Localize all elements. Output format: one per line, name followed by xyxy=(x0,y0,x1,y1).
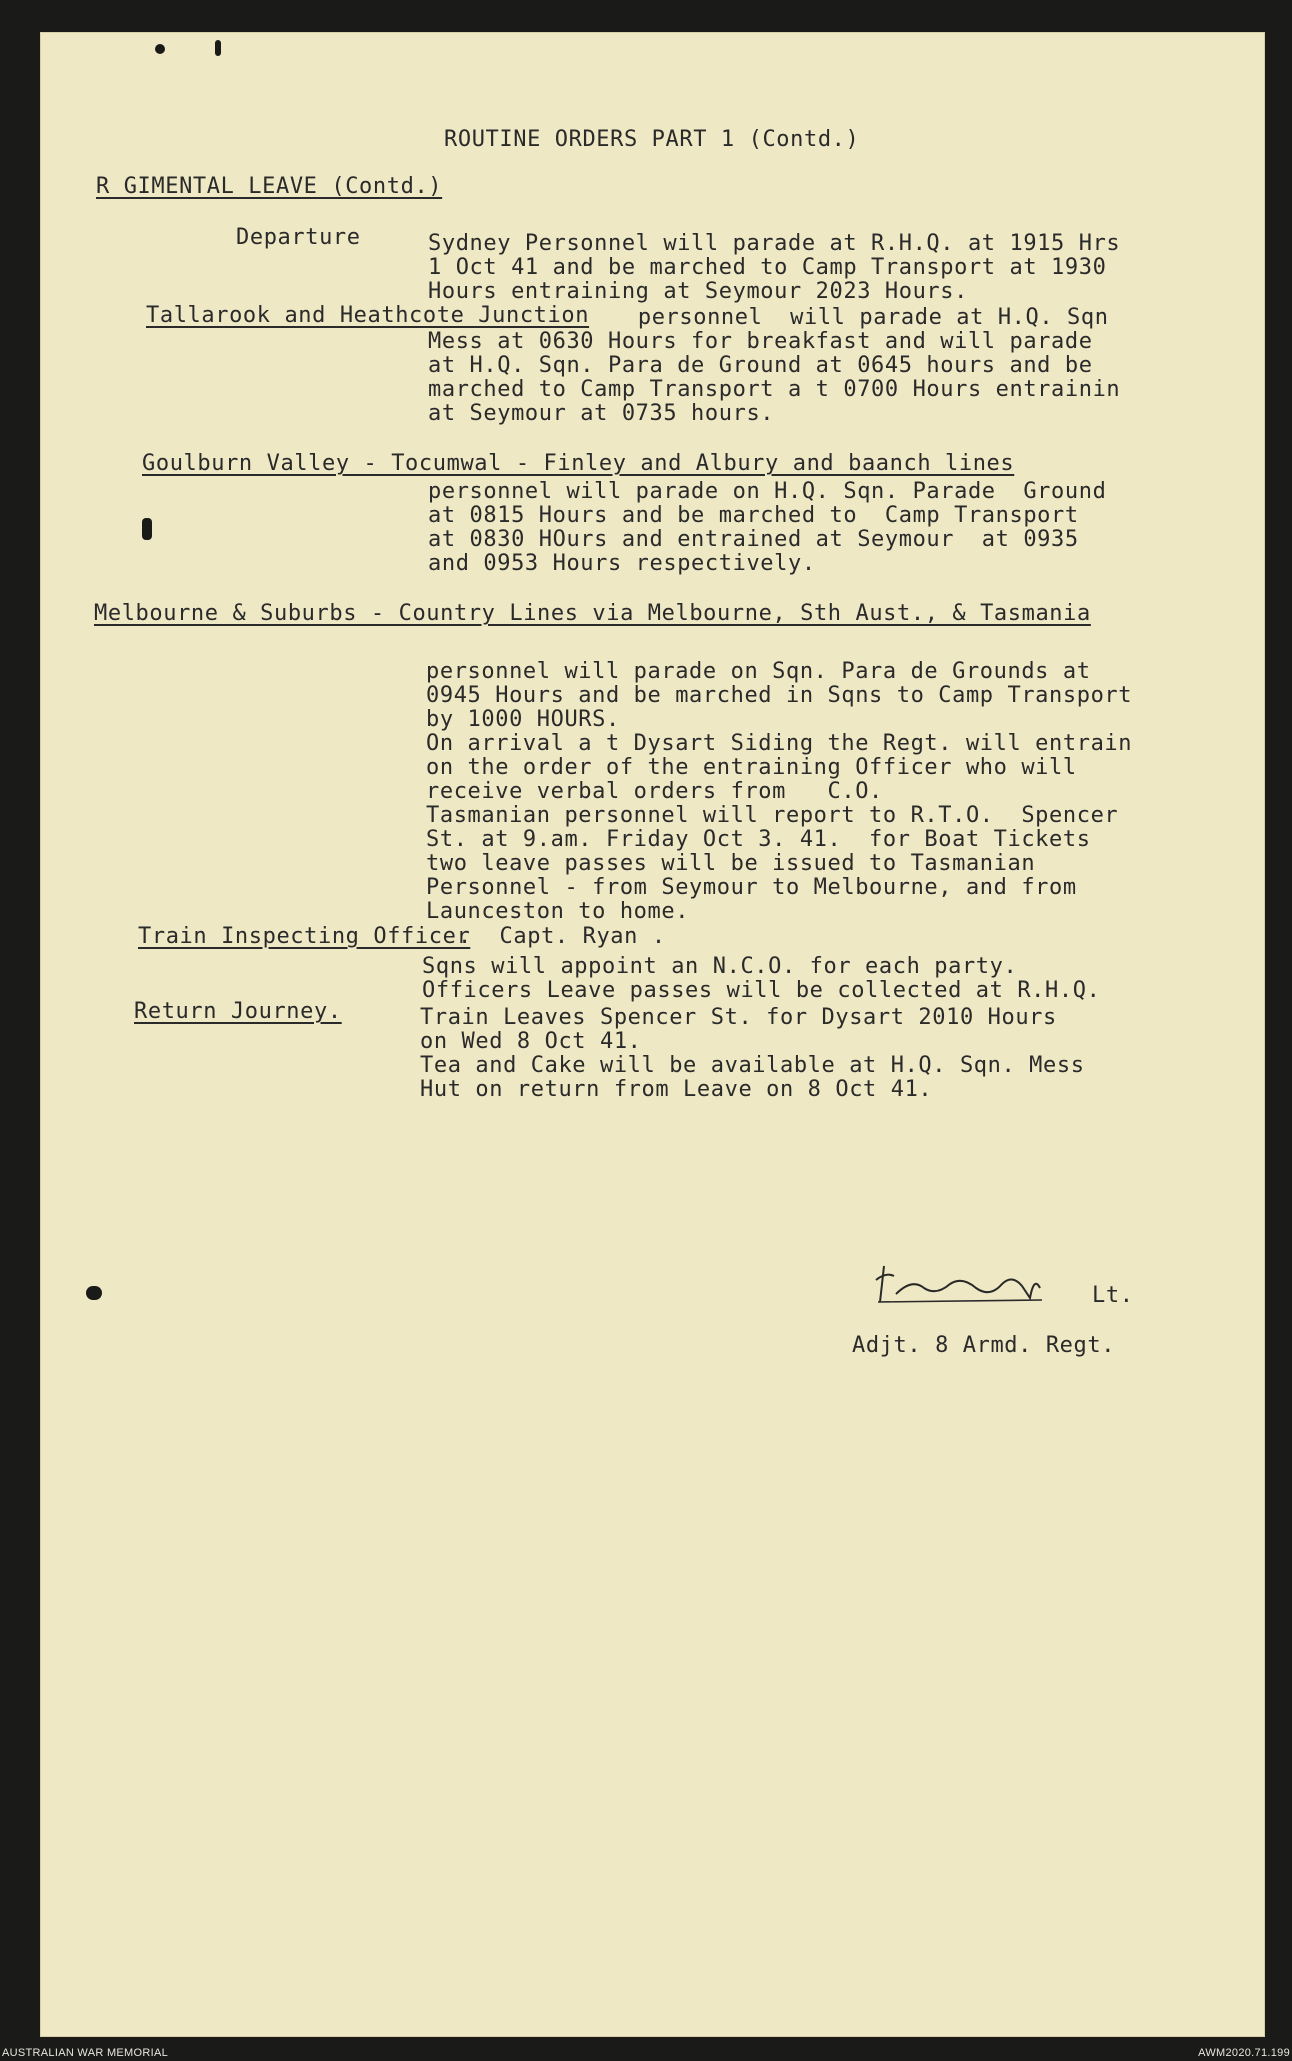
melbourne-label: Melbourne & Suburbs - Country Lines via Melbourne, Sth Aust., & Tasmania xyxy=(94,601,1091,626)
punch-hole xyxy=(155,44,165,54)
return-journey-text: Train Leaves Spencer St. for Dysart 2010 Hours on Wed 8 Oct 41. Tea and Cake will be available at H.Q. Sqn. Mess Hut on return from Leave on 8 Oct 41. xyxy=(420,1005,1085,1102)
tallarook-text-first: personnel will parade at H.Q. Sqn xyxy=(624,305,1109,330)
signatory-title: Adjt. 8 Armd. Regt. xyxy=(852,1333,1116,1358)
sqns-text: Sqns will appoint an N.C.O. for each party. Officers Leave passes will be collected at R.H.Q. xyxy=(422,954,1101,1003)
punch-hole xyxy=(142,518,152,540)
signatory-rank: Lt. xyxy=(1092,1283,1134,1308)
tallarook-text: Mess at 0630 Hours for breakfast and will parade at H.Q. Sqn. Para de Ground at 0645 hours and be marched to Camp Transport a t 0700 Hours entrainin at Seymour at 0735 hours. xyxy=(428,329,1121,426)
tallarook-label: Tallarook and Heathcote Junction xyxy=(146,303,590,328)
document-heading: ROUTINE ORDERS PART 1 (Contd.) xyxy=(444,127,860,152)
train-officer-label: Train Inspecting Officer xyxy=(138,924,471,949)
footer-credit: AUSTRALIAN WAR MEMORIAL xyxy=(2,2047,169,2059)
punch-hole xyxy=(86,1286,102,1300)
departure-text: Sydney Personnel will parade at R.H.Q. at 1915 Hrs 1 Oct 41 and be marched to Camp Transport at 1930 Hours entraining at Seymour 2023 Hours. xyxy=(428,231,1121,304)
goulburn-text: personnel will parade on H.Q. Sqn. Parade Ground at 0815 Hours and be marched to Camp Transport at 0830 HOurs and entrained at Seymour at 0935 and 0953 Hours respectively. xyxy=(428,479,1107,576)
section-title: R GIMENTAL LEAVE (Contd.) xyxy=(96,174,443,199)
signature xyxy=(872,1258,1092,1314)
melbourne-text: personnel will parade on Sqn. Para de Grounds at 0945 Hours and be marched in Sqns to Camp Transport by 1000 HOURS. On arrival a t Dysart Siding the Regt. will entrain on the order of the entraining Officer who will receive verbal orders from C.O. Tasmanian personnel will report to R.T.O. Spencer St. at 9.am. Friday Oct 3. 41. for Boat Tickets two leave passes will be issued to Tasmanian Personnel - from Seymour to Melbourne, and from Launceston to home. xyxy=(426,659,1133,924)
train-officer-text: . Capt. Ryan . xyxy=(458,924,666,949)
return-journey-label: Return Journey. xyxy=(134,999,342,1024)
punch-hole xyxy=(215,40,221,56)
footer-accession-number: AWM2020.71.199 xyxy=(1198,2047,1290,2059)
goulburn-label: Goulburn Valley - Tocumwal - Finley and Albury and baanch lines xyxy=(142,451,1015,476)
departure-label: Departure xyxy=(236,225,361,250)
